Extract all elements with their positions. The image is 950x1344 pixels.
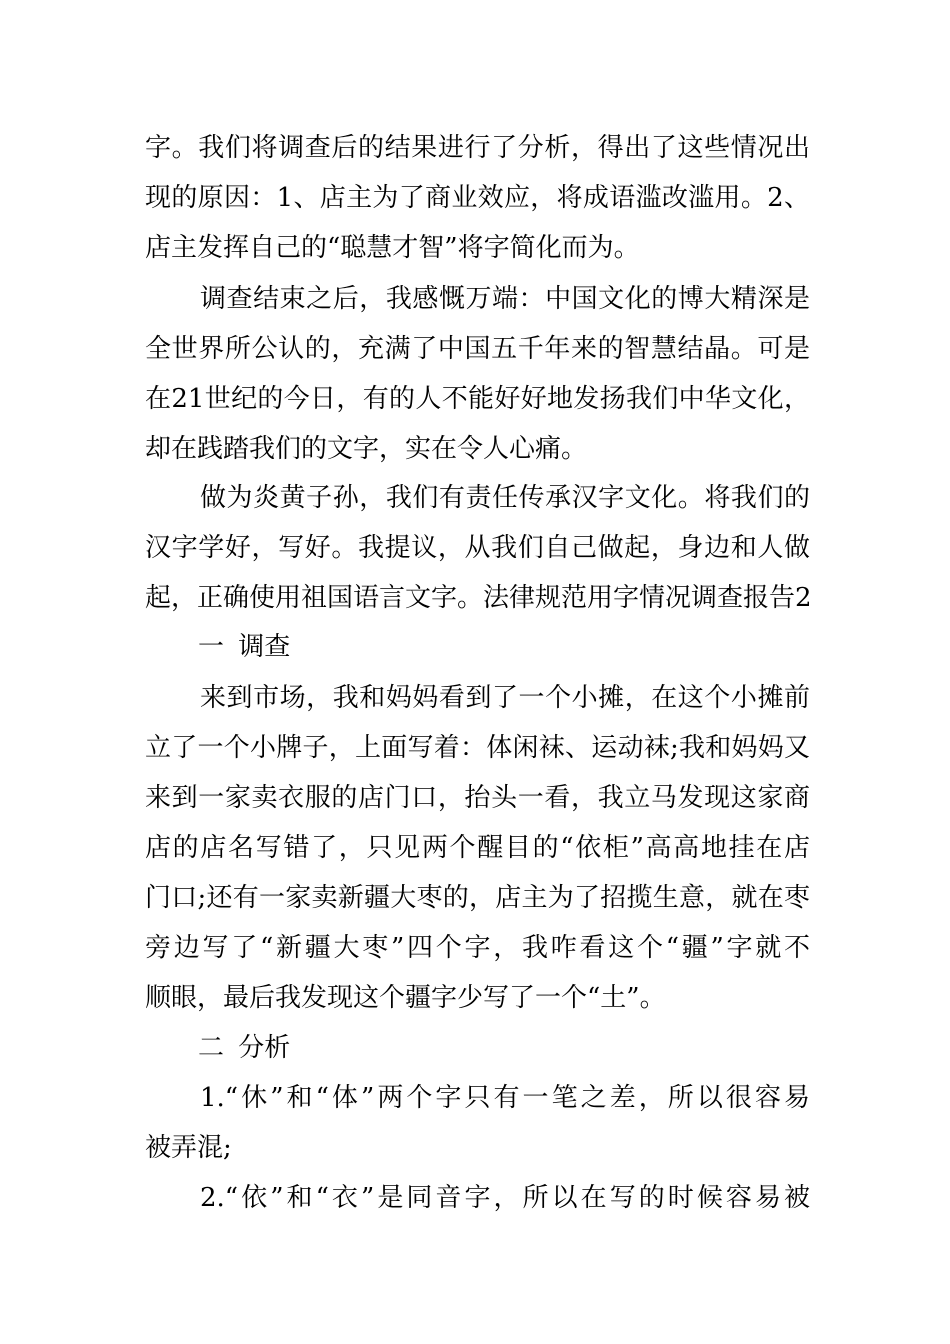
text-line: 旁边写了“新疆大枣”四个字，我咋看这个“疆”字就不 — [145, 933, 810, 963]
text-line: 顺眼，最后我发现这个疆字少写了一个“土”。 — [145, 983, 666, 1013]
text-line: 来到一家卖衣服的店门口，抬头一看，我立马发现这家商 — [145, 783, 810, 813]
text-line: 立了一个小牌子，上面写着：体闲袜、运动袜;我和妈妈又 — [145, 733, 810, 763]
text-line: 在21世纪的今日，有的人不能好好地发扬我们中华文化， — [145, 384, 810, 414]
text-line: 店的店名写错了，只见两个醒目的“依柜”高高地挂在店 — [145, 833, 810, 863]
text-line: 门口;还有一家卖新疆大枣的，店主为了招揽生意，就在枣 — [145, 883, 810, 913]
text-line: 起，正确使用祖国语言文字。法律规范用字情况调查报告2 — [145, 583, 812, 613]
text-line: 1.“休”和“体”两个字只有一笔之差，所以很容易 — [200, 1083, 810, 1113]
text-line: 现的原因：1、店主为了商业效应，将成语滥改滥用。2、 — [145, 183, 810, 213]
section-heading: 二 分析 — [198, 1033, 291, 1063]
text-line: 做为炎黄子孙，我们有责任传承汉字文化。将我们的 — [200, 483, 810, 513]
text-line: 却在践踏我们的文字，实在令人心痛。 — [145, 434, 588, 464]
text-line: 调查结束之后，我感慨万端：中国文化的博大精深是 — [200, 284, 810, 314]
text-line: 店主发挥自己的“聪慧才智”将字简化而为。 — [145, 233, 640, 263]
text-line: 字。我们将调查后的结果进行了分析，得出了这些情况出 — [145, 133, 810, 163]
text-line: 汉字学好，写好。我提议，从我们自己做起，身边和人做 — [145, 533, 810, 563]
text-line: 2.“依”和“衣”是同音字，所以在写的时候容易被 — [200, 1183, 810, 1213]
text-line: 全世界所公认的，充满了中国五千年来的智慧结晶。可是 — [145, 334, 810, 364]
text-line: 来到市场，我和妈妈看到了一个小摊，在这个小摊前 — [200, 683, 810, 713]
section-heading: 一 调查 — [198, 632, 291, 662]
text-line: 被弄混; — [145, 1133, 232, 1163]
